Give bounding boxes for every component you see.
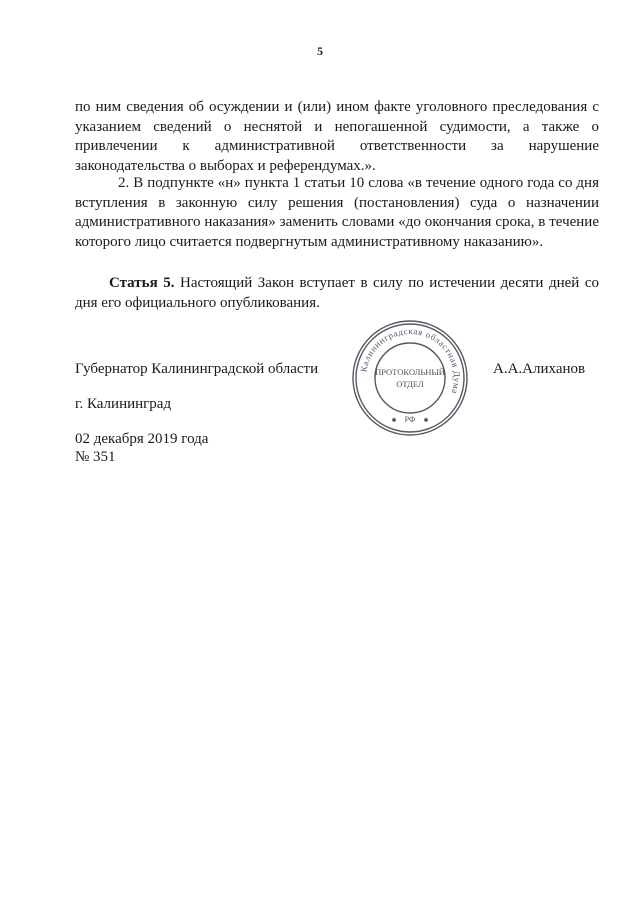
article-5-text: Настоящий Закон вступает в силу по истечении десяти дней со дня его официального опубликования. <box>75 275 599 311</box>
signature-row <box>75 361 599 381</box>
stamp-star-right-icon: ✱ <box>423 418 429 424</box>
stamp-ring-text: Калининградская областная Дума <box>358 325 463 396</box>
stamp-bottom-text: РФ <box>404 415 416 424</box>
governor-name: А.А.Алиханов <box>493 361 586 377</box>
official-stamp <box>350 318 470 438</box>
article-5-paragraph <box>75 274 599 313</box>
place-of-signing: г. Калининград <box>75 396 172 412</box>
paragraph-continuation: по ним сведения об осуждении и (или) ином факте уголовного преследования с указанием сведений о неснятой и непогашенной судимости, а также о привлечении к административной ответственности за нарушение законодательства о выборах и референдумах.». <box>75 99 599 174</box>
law-number: № 351 <box>75 449 116 465</box>
stamp-star-left-icon: ✱ <box>391 418 397 424</box>
governor-title: Губернатор Калининградской области <box>75 361 319 377</box>
page-number: 5 <box>317 44 323 58</box>
article-5-label: Статья 5. <box>109 275 175 291</box>
stamp-center-line-1: ПРОТОКОЛЬНЫЙ <box>375 367 445 377</box>
paragraph-amendment-2: 2. В подпункте «н» пункта 1 статьи 10 слова «в течение одного года со дня вступления в законную силу решения (постановления) суда о назначении административного наказания» заменить словами «до окончания срока, в течение которого лицо считается подвергнутым административному наказанию». <box>75 175 599 250</box>
stamp-center-line-2: ОТДЕЛ <box>396 379 424 389</box>
signing-date: 02 декабря 2019 года <box>75 431 209 447</box>
